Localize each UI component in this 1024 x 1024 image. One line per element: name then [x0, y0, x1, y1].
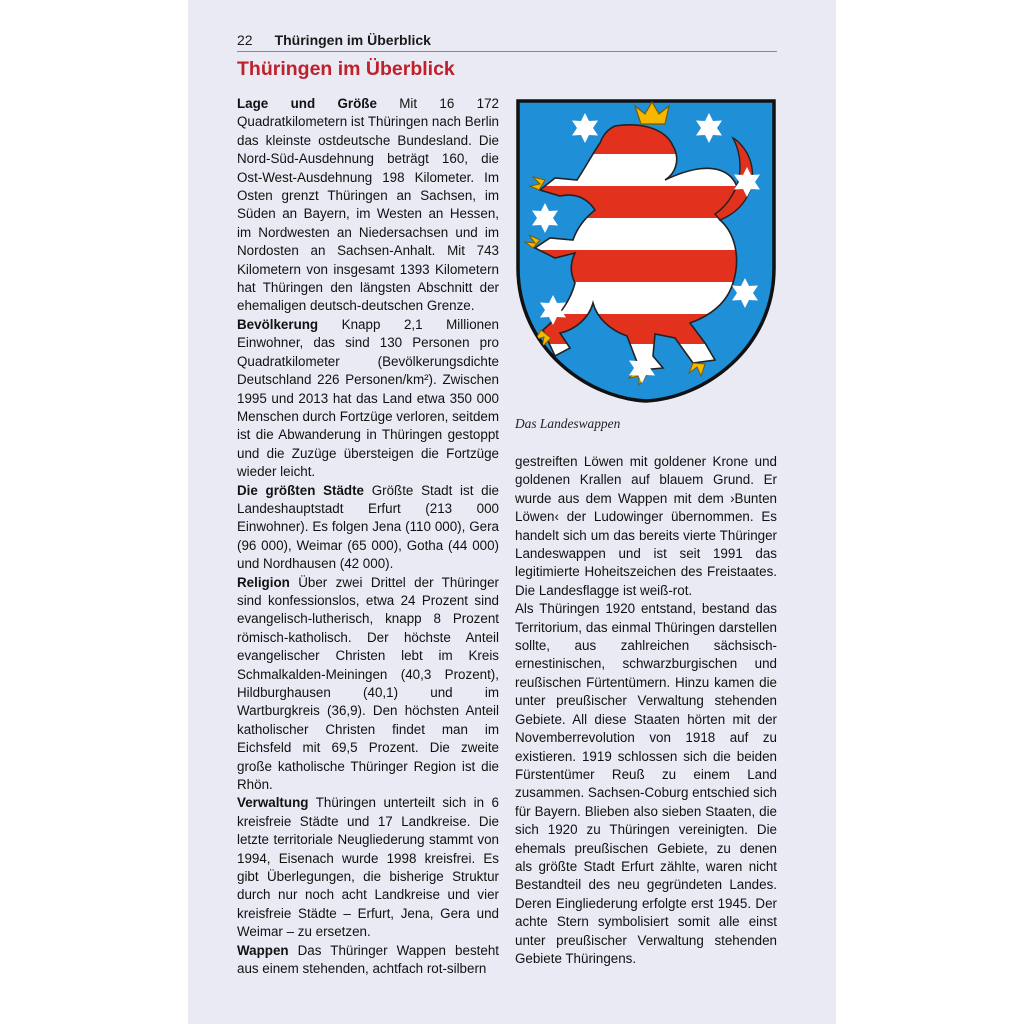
paragraph-text: Mit 16 172 Quadratkilometern ist Thüringen nach Berlin das kleinste ostdeutsche Bundesland. Die Nord-Süd-Ausdehnung beträgt 160, die Ost-West-Ausdehnung 198 Kilometer. Im Osten grenzt Thüringen an Sachsen, im Süden an Bayern, im Westen an Hessen, im Nordwesten an Niedersachsen und im Nordosten an Sachsen-Anhalt. Mit 743 Kilometern von insgesamt 1393 Kilometern hat Thüringen den längsten Abschnitt der ehemaligen deutsch-deutschen Grenze. — [237, 96, 500, 314]
left-column — [237, 95, 499, 979]
paragraph-head: Lage und Größe — [237, 96, 377, 111]
paragraph-lage — [237, 95, 499, 316]
paragraph-geschichte: Als Thüringen 1920 entstand, bestand das Territorium, das einmal Thüringen darstellen sollte, aus zahlreichen sächsisch-ernestinischen, schwarzburgischen und reußischen Fürtentümern. Hinzu kamen die unter preußischer Verwaltung stehenden Gebiete. All diese Staaten hörten mit der Novemberrevolution von 1918 auf zu existieren. 1919 schlossen sich die beiden Fürstentümer Reuß zu einem Land zusammen. Sachsen-Coburg entschied sich für Bayern. Blieben also sieben Staaten, die sich 1920 zu Thüringen vereinigten. Die ehemals preußischen Gebiete, zu denen als größte Stadt Erfurt zählte, waren nicht Bestandteil des neu gegründeten Landes. Deren Eingliederung erfolgte erst 1945. Der achte Stern symbolisiert somit alle einst unter preußischer Verwaltung stehenden Gebiete Thüringens. — [515, 601, 777, 966]
paragraph-wappen-cont: gestreiften Löwen mit goldener Krone und goldenen Krallen auf blauem Grund. Er wurde aus dem Wappen mit dem ›Bunten Löwen‹ der Ludowinger übernommen. Es handelt sich um das bereits vierte Thüringer Landeswappen und ist seit 1991 das legitimierte Hoheitszeichen des Freistaates. Die Landesflagge ist weiß-rot. — [515, 454, 777, 598]
paragraph-text: Größte Stadt ist die Landeshauptstadt Erfurt (213 000 Einwohner). Es folgen Jena (110 000), Gera (96 000), Weimar (65 000), Gotha (44 000) und Nordhausen (42 000). — [237, 482, 499, 572]
figure-caption: Das Landeswappen — [515, 416, 621, 431]
paragraph-text: Über zwei Drittel der Thüringer sind konfessionslos, etwa 24 Prozent sind evangelisch-lutherisch, knapp 8 Prozent römisch-katholisch. Der höchste Anteil evangelischer Christen lebt im Kreis Schmalkalden-Meiningen (40,3 Prozent), Hildburghausen (40,1) und im Wartburgkreis (36,9). Den höchsten Anteil katholischer Christen findet man im Eichsfeld mit 69,5 Prozent. Die zweite große katholische Thüringer Region ist die Rhön. — [237, 574, 499, 793]
paragraph-text: Knapp 2,1 Millionen Einwohner, das sind 130 Personen pro Quadratkilometer (Bevölkerungsdichte Deutschland 226 Personen/km²). Zwischen 1995 und 2013 hat das Land etwa 350 000 Menschen durch Fortzüge verloren, seitdem ist die Abwanderung in Thüringen gestoppt und die Zuzüge übersteigen die Fortzüge wieder leicht. — [237, 316, 499, 480]
running-head — [237, 32, 777, 52]
paragraph-head: Wappen — [237, 942, 289, 958]
paragraph-wappen — [237, 942, 499, 979]
paragraph-religion — [237, 574, 499, 795]
running-title: Thüringen im Überblick — [274, 32, 431, 48]
paragraph-bevoelkerung — [237, 316, 499, 482]
paragraph-staedte — [237, 482, 499, 574]
paragraph-text: Thüringen unterteilt sich in 6 kreisfreie Städte und 17 Landkreise. Die letzte territoriale Neugliederung stammt von 1994, Eisenach wurde 1998 kreisfrei. Es gibt Überlegungen, die bisherige Struktur durch nur noch acht Landkreise und vier kreisfreie Städte – Erfurt, Jena, Gera und Weimar – zu ersetzen. — [237, 795, 499, 940]
paragraph-head: Verwaltung — [237, 795, 309, 811]
paragraph-head: Religion — [237, 574, 290, 590]
right-column — [515, 453, 777, 968]
paragraph-text: Das Thüringer Wappen besteht aus einem stehenden, achtfach rot-silbern — [237, 942, 499, 977]
coat-of-arms-image — [515, 98, 777, 404]
paragraph-verwaltung — [237, 794, 499, 941]
page-title: Thüringen im Überblick — [237, 58, 455, 80]
page-number: 22 — [237, 32, 253, 48]
paragraph-head: Die größten Städte — [237, 482, 364, 498]
paragraph-head: Bevölkerung — [237, 316, 319, 332]
